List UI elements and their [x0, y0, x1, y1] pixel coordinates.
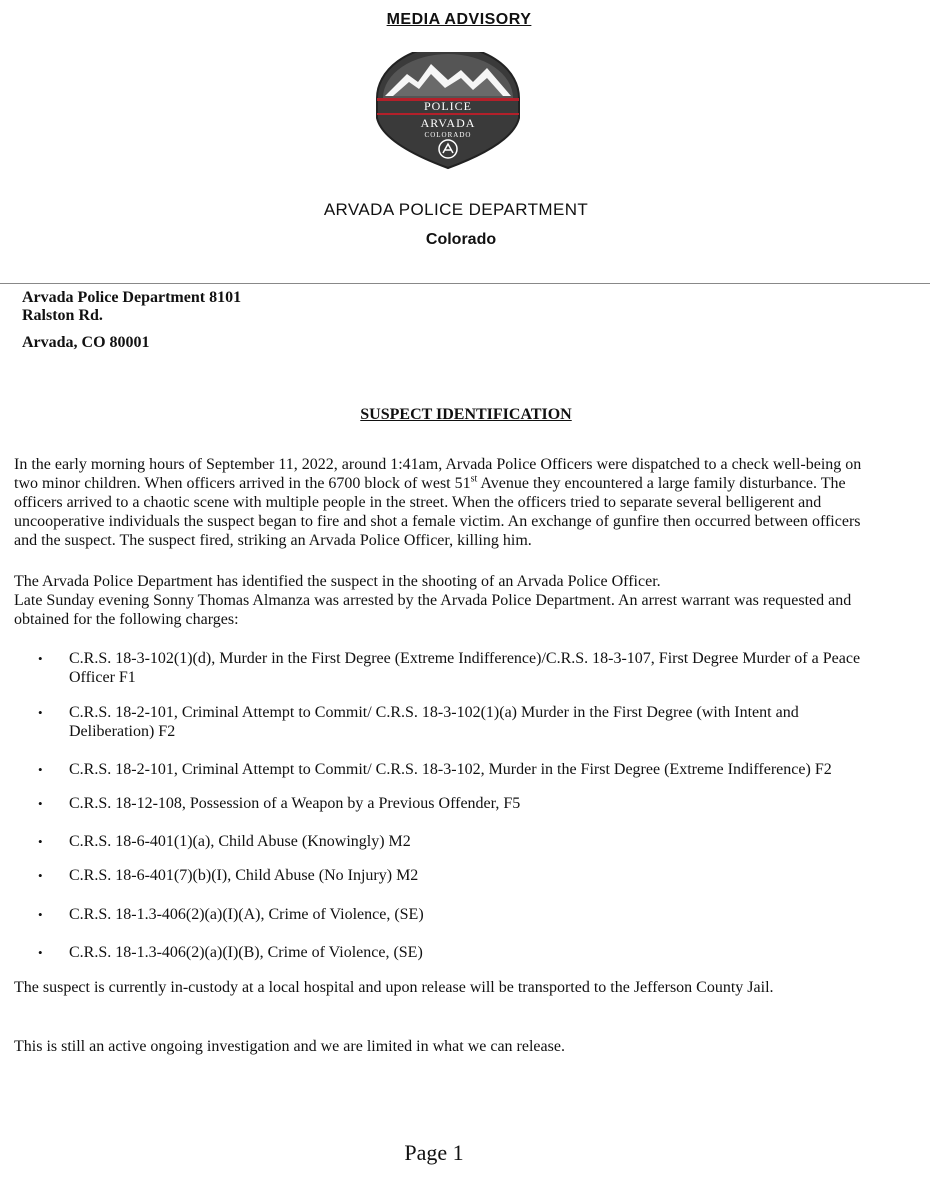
bullet-icon: •: [38, 945, 43, 960]
custody-paragraph: The suspect is currently in-custody at a local hospital and upon release will be transported to the Jefferson County Jail.: [14, 979, 774, 996]
incident-line-2: two minor children. When officers arrived in the 6700 block of west 51st Avenue they encountered a large family disturbance. The: [14, 473, 846, 492]
incident-line-5: and the suspect. The suspect fired, striking an Arvada Police Officer, killing him.: [14, 532, 532, 549]
badge-colorado-text: COLORADO: [424, 131, 472, 139]
bullet-icon: •: [38, 705, 43, 720]
page-number: Page 1: [404, 1140, 464, 1165]
identification-line-3: obtained for the following charges:: [14, 611, 239, 628]
bullet-icon: •: [38, 868, 43, 883]
incident-paragraph: [14, 455, 922, 550]
identification-line-1: The Arvada Police Department has identified the suspect in the shooting of an Arvada Police Officer.: [14, 573, 661, 590]
arvada-police-badge-logo: [373, 52, 523, 170]
identification-line-2: Late Sunday evening Sonny Thomas Almanza was arrested by the Arvada Police Department. An arrest warrant was requested and: [14, 592, 852, 609]
ordinal-suffix: st: [470, 473, 478, 485]
bullet-icon: •: [38, 762, 43, 777]
badge-arvada-text: ARVADA: [420, 116, 476, 130]
incident-line-4: uncooperative individuals the suspect began to fire and shot a female victim. An exchange of gunfire then occurred between officers: [14, 513, 861, 530]
department-title: ARVADA POLICE DEPARTMENT: [323, 200, 589, 219]
bullet-icon: •: [38, 834, 43, 849]
header-divider: [0, 283, 930, 284]
address-line-3: Arvada, CO 80001: [22, 334, 150, 351]
incident-line-1: In the early morning hours of September 11, 2022, around 1:41am, Arvada Police Officers were dispatched to a check well-being on: [14, 456, 862, 473]
address-line-2: Ralston Rd.: [22, 307, 103, 324]
media-advisory-heading: MEDIA ADVISORY: [386, 11, 532, 28]
bullet-icon: •: [38, 907, 43, 922]
investigation-paragraph: This is still an active ongoing investigation and we are limited in what we can release.: [14, 1038, 565, 1055]
incident-line-3: officers arrived to a chaotic scene with multiple people in the street. When the officers tried to separate several belligerent and: [14, 494, 822, 511]
address-line-1: Arvada Police Department 8101: [22, 289, 242, 306]
identification-paragraph: [14, 572, 922, 629]
section-title: SUSPECT IDENTIFICATION: [360, 406, 572, 423]
bullet-icon: •: [38, 796, 43, 811]
badge-police-text: POLICE: [424, 99, 472, 113]
state-title: Colorado: [425, 231, 497, 248]
bullet-icon: •: [38, 651, 43, 666]
